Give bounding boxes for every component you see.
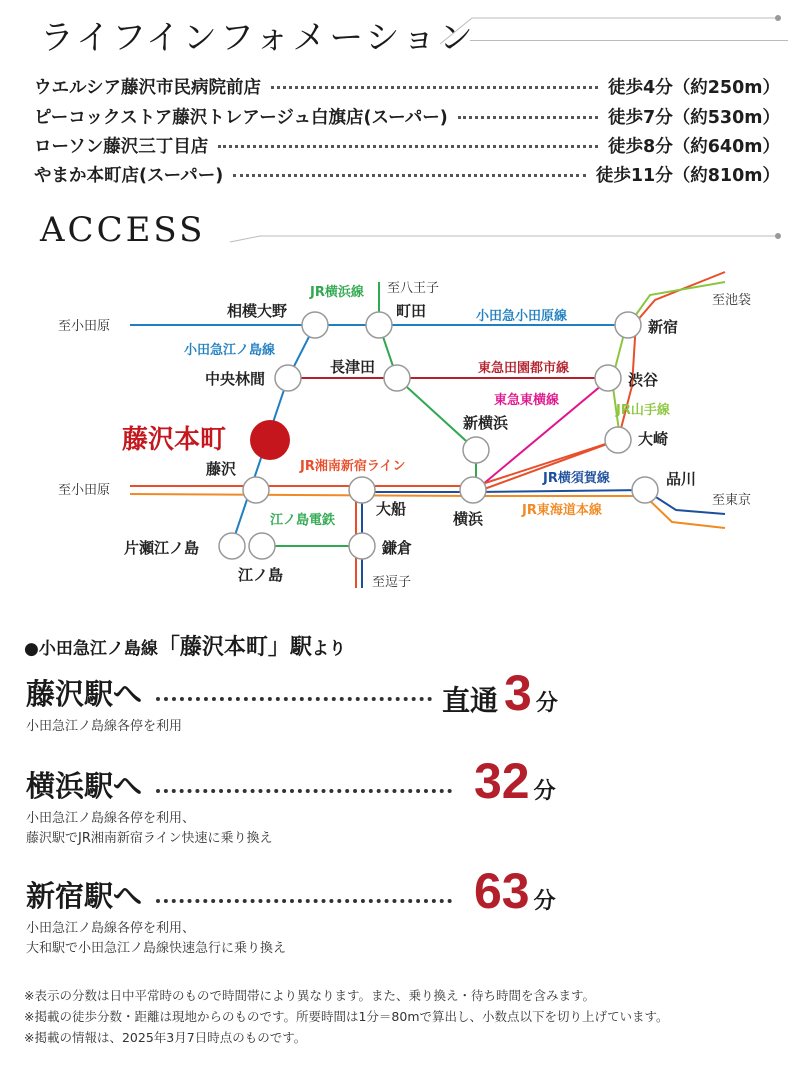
facility-name: ローソン藤沢三丁目店 <box>34 137 209 157</box>
direction-label: 至小田原 <box>58 483 111 498</box>
station-label: 品川 <box>666 470 697 488</box>
route-minutes: 32 <box>474 753 530 809</box>
from-line: ●小田急江ノ島線 <box>24 639 158 659</box>
direction-label: 至小田原 <box>58 319 111 334</box>
station-label: 大崎 <box>638 430 669 448</box>
station-marker <box>366 312 392 338</box>
route-destination: 新宿駅へ <box>26 879 143 913</box>
route-item <box>26 874 466 959</box>
station-label: 藤沢 <box>206 460 237 478</box>
route-minutes: 63 <box>474 863 530 919</box>
facility-name: ピーコックストア藤沢トレアージュ白旗店(スーパー) <box>34 108 448 128</box>
station-label: 鎌倉 <box>382 539 413 557</box>
station-marker <box>463 437 489 463</box>
line-label: JR湘南新宿ライン <box>300 459 406 474</box>
line-label: JR横浜線 <box>310 285 364 300</box>
route-note: 小田急江ノ島線各停を利用、 <box>26 921 196 936</box>
access-title: ACCESS <box>40 210 206 250</box>
from-station-label <box>24 630 346 661</box>
direction-label: 至逗子 <box>372 575 412 590</box>
line-label: 江ノ島電鉄 <box>270 513 336 528</box>
station-label: 横浜 <box>453 510 484 528</box>
footnote: ※掲載の徒歩分数・距離は現地からのものです。所要時間は1分＝80mで算出し、小数点以下を切り上げています。 <box>24 1009 669 1024</box>
dotted-leader <box>271 86 598 89</box>
station-marker <box>275 365 301 391</box>
station-marker <box>249 533 275 559</box>
station-label: 片瀬江ノ島 <box>124 539 200 557</box>
facility-row <box>34 74 780 99</box>
line-label: JR横須賀線 <box>543 471 610 486</box>
station-marker <box>349 533 375 559</box>
from-suffix: より <box>311 639 346 659</box>
facility-distance: 徒歩4分（約250m） <box>608 78 780 98</box>
facility-row <box>34 133 780 158</box>
line-label: 小田急江ノ島線 <box>184 343 276 358</box>
fujisawa-honmachi-marker <box>250 420 290 460</box>
dotted-leader <box>458 116 598 119</box>
from-station: 「藤沢本町」駅 <box>157 635 312 660</box>
dotted-leader <box>218 145 598 148</box>
line-label: 小田急小田原線 <box>476 309 568 324</box>
station-marker <box>349 477 375 503</box>
route-prefix: 直通 <box>442 684 499 717</box>
station-label: 町田 <box>396 302 427 320</box>
route-unit: 分 <box>533 889 556 914</box>
route-note: 藤沢駅でJR湘南新宿ライン快速に乗り換え <box>26 831 273 846</box>
facility-distance: 徒歩8分（約640m） <box>608 137 780 157</box>
facility-distance: 徒歩11分（約810m） <box>595 166 780 186</box>
dotted-leader <box>233 174 586 177</box>
route-note: 小田急江ノ島線各停を利用 <box>26 719 183 734</box>
line-label: JR東海道本線 <box>522 503 602 518</box>
direction-label: 至東京 <box>712 493 752 508</box>
station-marker <box>632 477 658 503</box>
station-label: 渋谷 <box>628 371 659 389</box>
station-label: 江ノ島 <box>238 566 284 584</box>
dotted-leader <box>156 899 452 903</box>
line-label: JR山手線 <box>616 403 670 418</box>
life-info-title: ライフインフォメーション <box>40 18 476 58</box>
facility-distance: 徒歩7分（約530m） <box>608 108 780 128</box>
route-note: 小田急江ノ島線各停を利用、 <box>26 811 196 826</box>
station-label: 新横浜 <box>463 414 509 432</box>
access-rule-decoration <box>230 212 800 246</box>
station-marker <box>384 365 410 391</box>
station-marker <box>605 427 631 453</box>
route-unit: 分 <box>535 691 558 716</box>
station-marker <box>219 533 245 559</box>
station-label: 相模大野 <box>227 302 288 320</box>
footnote: ※掲載の情報は、2025年3月7日時点のものです。 <box>24 1030 307 1045</box>
route-time <box>474 862 556 920</box>
footnote: ※表示の分数は日中平常時のもので時間帯により異なります。また、乗り換え・待ち時間を含みます。 <box>24 988 595 1003</box>
station-marker <box>595 365 621 391</box>
facility-name: ウエルシア藤沢市民病院前店 <box>34 78 262 98</box>
dotted-leader <box>156 697 432 701</box>
station-marker <box>460 477 486 503</box>
station-label: 大船 <box>376 500 407 518</box>
station-label: 長津田 <box>330 358 376 376</box>
route-map <box>0 262 800 602</box>
line-label: 東急田園都市線 <box>478 361 570 376</box>
line-label: 東急東横線 <box>494 393 560 408</box>
facility-row <box>34 162 780 187</box>
station-marker <box>615 312 641 338</box>
station-marker <box>302 312 328 338</box>
station-label: 中央林間 <box>205 370 266 388</box>
route-unit: 分 <box>533 779 556 804</box>
station-label: 新宿 <box>648 318 679 336</box>
direction-label: 至池袋 <box>712 293 752 308</box>
route-destination: 藤沢駅へ <box>26 677 143 711</box>
station-marker <box>243 477 269 503</box>
title-rule-decoration <box>440 14 800 48</box>
route-item <box>26 672 446 737</box>
facility-name: やまか本町店(スーパー) <box>34 166 224 186</box>
direction-label: 至八王子 <box>387 281 440 296</box>
route-note: 大和駅で小田急江ノ島線快速急行に乗り換え <box>26 941 287 956</box>
route-destination: 横浜駅へ <box>26 769 143 803</box>
route-minutes: 3 <box>504 665 532 721</box>
dotted-leader <box>156 789 452 793</box>
highlight-station-label: 藤沢本町 <box>122 425 227 455</box>
route-time <box>474 752 556 810</box>
route-item <box>26 764 466 849</box>
facility-row <box>34 104 780 129</box>
route-time <box>442 664 558 722</box>
